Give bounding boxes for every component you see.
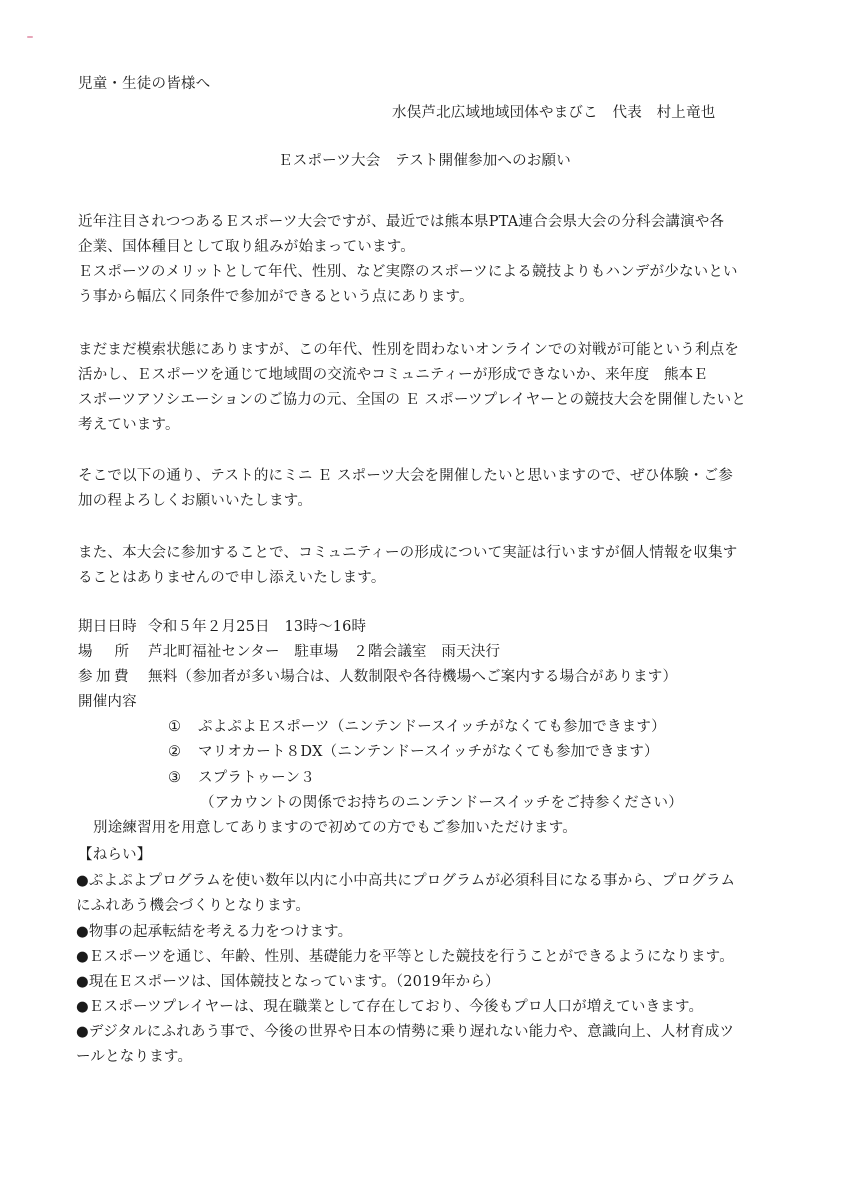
intro-line: スポーツアソシエーションのご協力の元、全国の Ｅ スポーツプレイヤーとの競技大会を開催したいと: [78, 392, 747, 408]
intro-line: Ｅスポーツのメリットとして年代、性別、など実際のスポーツによる競技よりもハンデが少ないとい: [78, 264, 738, 280]
detail-value: 令和５年２月25日 13時～16時: [148, 619, 367, 635]
item-text: ぷよぷよＥスポーツ（ニンテンドースイッチがなくても参加できます）: [198, 719, 666, 735]
practice-note: 別途練習用を用意してありますので初めての方でもご参加いただけます。: [93, 820, 577, 836]
aim-bullet: ●Ｅスポーツプレイヤーは、現在職業として存在しており、今後もプロ人口が増えていきます。: [76, 999, 704, 1015]
content-item: [168, 768, 315, 788]
aim-bullet: ●ぷよぷよプログラムを使い数年以内に小中高共にプログラムが必須科目になる事から、プログラム: [76, 873, 736, 889]
item-number: ③: [168, 770, 182, 786]
intro-line: 加の程よろしくお願いいたします。: [78, 493, 313, 509]
item-note: （アカウントの関係でお持ちのニンテンドースイッチをご持参ください）: [200, 795, 683, 811]
print-speck: [27, 36, 33, 38]
item-text: マリオカート８DX（ニンテンドースイッチがなくても参加できます）: [198, 744, 659, 760]
item-text: スプラトゥーン３: [198, 770, 315, 786]
aim-bullet: ●デジタルにふれあう事で、今後の世界や日本の情勢に乗り遅れない能力や、意識向上、人材育成ツ: [76, 1024, 735, 1040]
aim-bullet: ●物事の起承転結を考える力をつけます。: [76, 924, 353, 940]
aim-bullet-cont: にふれあう機会づくりとなります。: [76, 898, 311, 914]
detail-label: 参加費: [78, 669, 132, 685]
content-item: [168, 717, 666, 737]
intro-line: 近年注目されつつあるＥスポーツ大会ですが、最近では熊本県PTA連合会県大会の分科会講演や各: [78, 214, 725, 230]
detail-value: 無料（参加者が多い場合は、人数制限や各待機場へご案内する場合があります）: [148, 669, 678, 685]
addressee: 児童・生徒の皆様へ: [78, 76, 211, 92]
intro-line: まだまだ模索状態にありますが、この年代、性別を問わないオンラインでの対戦が可能という利点を: [78, 342, 740, 358]
item-number: ②: [168, 744, 182, 760]
intro-line: そこで以下の通り、テスト的にミニ Ｅ スポーツ大会を開催したいと思いますので、ぜひ体験・ご参: [78, 468, 733, 484]
document-title: Ｅスポーツ大会 テスト開催参加へのお願い: [278, 153, 571, 169]
aim-bullet-cont: ールとなります。: [76, 1049, 193, 1065]
detail-value: 芦北町福祉センター 駐車場 ２階会議室 雨天決行: [148, 644, 501, 660]
intro-line: う事から幅広く同条件で参加ができるという点にあります。: [78, 289, 474, 305]
intro-line: 考えています。: [78, 417, 180, 433]
detail-fee: [78, 667, 677, 687]
intro-line: 活かし、Ｅスポーツを通じて地域間の交流やコミュニティーが形成できないか、来年度 熊本Ｅ: [78, 367, 709, 383]
aims-heading: 【ねらい】: [78, 847, 152, 863]
aim-bullet: ●Ｅスポーツを通じ、年齢、性別、基礎能力を平等とした競技を行うことができるようになります。: [76, 949, 734, 965]
intro-line: また、本大会に参加することで、コミュニティーの形成について実証は行いますが個人情報を収集す: [78, 545, 738, 561]
intro-line: 企業、国体種目として取り組みが始まっています。: [78, 239, 415, 255]
aim-bullet: ●現在Ｅスポーツは、国体競技となっています。（2019年から）: [76, 974, 500, 990]
detail-content-label: 開催内容: [78, 694, 137, 710]
content-item: [168, 742, 659, 762]
intro-line: ることはありませんので申し添えいたします。: [78, 570, 386, 586]
detail-date: [78, 617, 366, 637]
detail-label: 期日日時: [78, 619, 137, 635]
sender: 水俣芦北広域地域団体やまびこ 代表 村上竜也: [392, 105, 716, 121]
detail-place: [78, 642, 500, 662]
detail-label: 場所: [78, 644, 151, 660]
item-number: ①: [168, 719, 182, 735]
